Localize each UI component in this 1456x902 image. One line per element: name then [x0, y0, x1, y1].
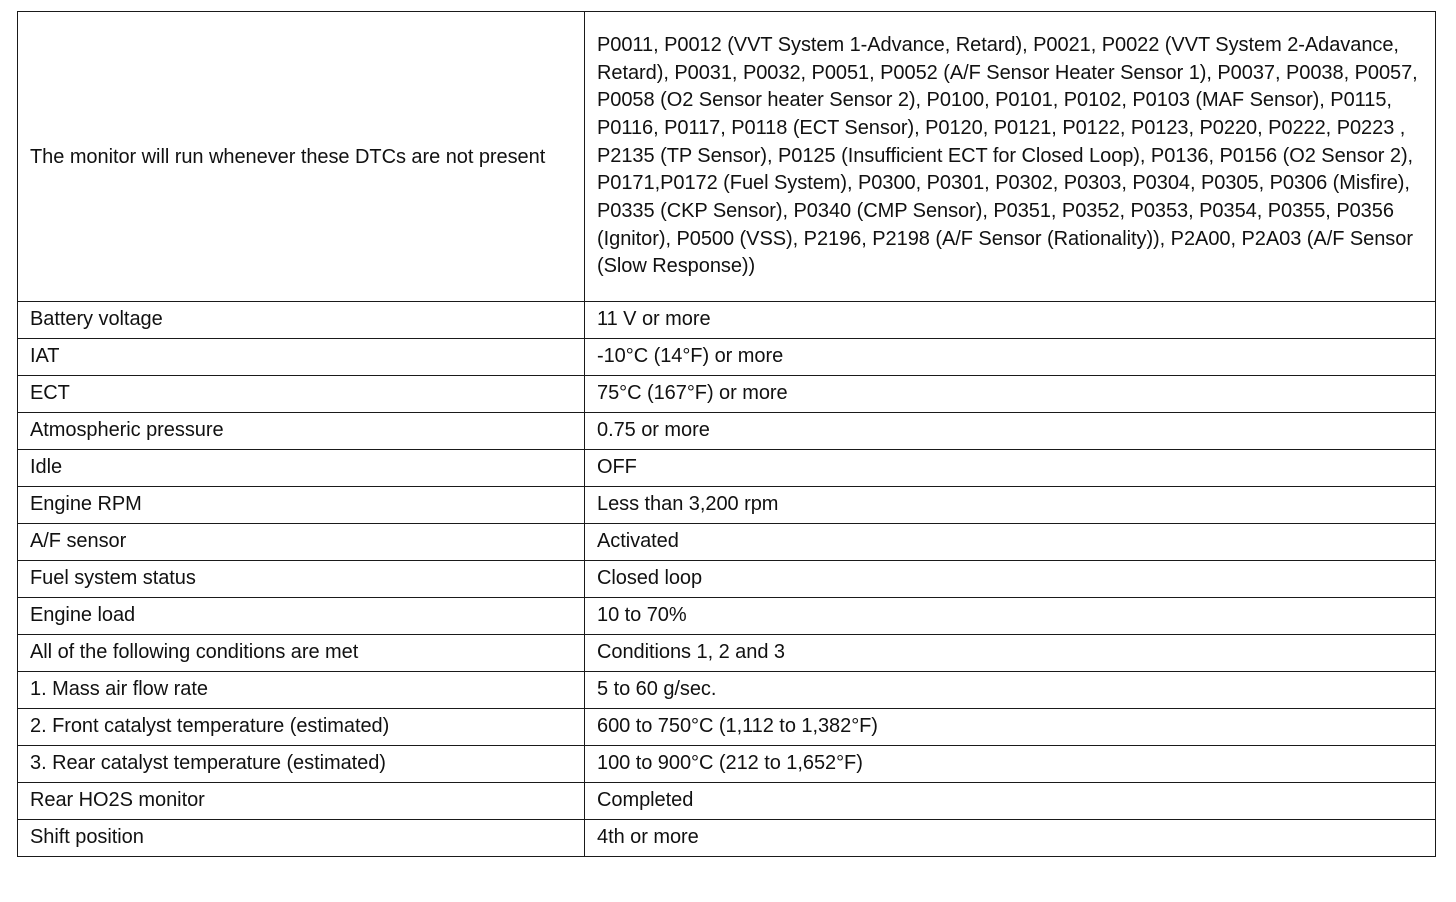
condition-cell: Idle [18, 450, 585, 487]
value-cell: 75°C (167°F) or more [585, 376, 1436, 413]
table-row [18, 413, 1436, 450]
table-row [18, 635, 1436, 672]
value-cell: -10°C (14°F) or more [585, 339, 1436, 376]
table-row [18, 746, 1436, 783]
condition-cell: Atmospheric pressure [18, 413, 585, 450]
table-row [18, 12, 1436, 302]
value-cell: Completed [585, 783, 1436, 820]
condition-cell: IAT [18, 339, 585, 376]
value-cell: 100 to 900°C (212 to 1,652°F) [585, 746, 1436, 783]
condition-cell: 1. Mass air flow rate [18, 672, 585, 709]
table-row [18, 783, 1436, 820]
table-row [18, 709, 1436, 746]
value-cell: P0011, P0012 (VVT System 1-Advance, Retard), P0021, P0022 (VVT System 2-Adavance, Retard), P0031, P0032, P0051, P0052 (A/F Sensor Heater Sensor 1), P0037, P0038, P0057, P0058 (O2 Sensor heater Sensor 2), P0100, P0101, P0102, P0103 (MAF Sensor), P0115, P0116, P0117, P0118 (ECT Sensor), P0120, P0121, P0122, P0123, P0220, P0222, P0223 , P2135 (TP Sensor), P0125 (Insufficient ECT for Closed Loop), P0136, P0156 (O2 Sensor 2), P0171,P0172 (Fuel System), P0300, P0301, P0302, P0303, P0304, P0305, P0306 (Misfire), P0335 (CKP Sensor), P0340 (CMP Sensor), P0351, P0352, P0353, P0354, P0355, P0356 (Ignitor), P0500 (VSS), P2196, P2198 (A/F Sensor (Rationality)), P2A00, P2A03 (A/F Sensor (Slow Response)) [585, 12, 1436, 302]
condition-cell: Engine RPM [18, 487, 585, 524]
table-row [18, 376, 1436, 413]
value-cell: 11 V or more [585, 302, 1436, 339]
value-cell: Activated [585, 524, 1436, 561]
table-row [18, 487, 1436, 524]
table-row [18, 302, 1436, 339]
table-row [18, 339, 1436, 376]
condition-cell: The monitor will run whenever these DTCs are not present [18, 12, 585, 302]
value-cell: 4th or more [585, 820, 1436, 857]
condition-cell: 2. Front catalyst temperature (estimated) [18, 709, 585, 746]
table-row [18, 820, 1436, 857]
condition-cell: 3. Rear catalyst temperature (estimated) [18, 746, 585, 783]
value-cell: 600 to 750°C (1,112 to 1,382°F) [585, 709, 1436, 746]
condition-cell: Shift position [18, 820, 585, 857]
value-cell: 5 to 60 g/sec. [585, 672, 1436, 709]
condition-cell: A/F sensor [18, 524, 585, 561]
value-cell: Conditions 1, 2 and 3 [585, 635, 1436, 672]
table-row [18, 524, 1436, 561]
table-row [18, 598, 1436, 635]
value-cell: Less than 3,200 rpm [585, 487, 1436, 524]
value-cell: Closed loop [585, 561, 1436, 598]
condition-cell: ECT [18, 376, 585, 413]
condition-cell: Fuel system status [18, 561, 585, 598]
table-row [18, 450, 1436, 487]
value-cell: 0.75 or more [585, 413, 1436, 450]
condition-cell: Engine load [18, 598, 585, 635]
condition-cell: Rear HO2S monitor [18, 783, 585, 820]
monitor-conditions-table [17, 11, 1436, 857]
table-row [18, 561, 1436, 598]
value-cell: 10 to 70% [585, 598, 1436, 635]
condition-cell: All of the following conditions are met [18, 635, 585, 672]
condition-cell: Battery voltage [18, 302, 585, 339]
value-cell: OFF [585, 450, 1436, 487]
table-row [18, 672, 1436, 709]
